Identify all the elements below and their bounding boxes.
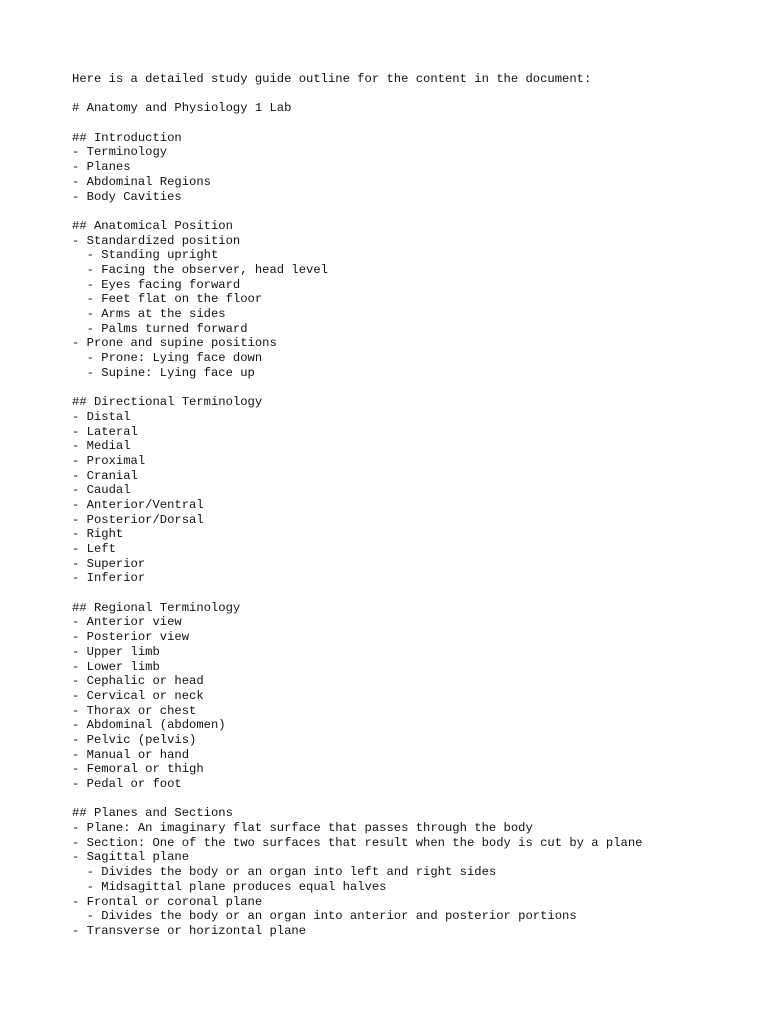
list-item: - Pelvic (pelvis) <box>72 732 197 747</box>
list-item: - Right <box>72 527 124 542</box>
sub-list-item: - Palms turned forward <box>72 321 248 336</box>
document-title: # Anatomy and Physiology 1 Lab <box>72 101 292 116</box>
sub-list-item: - Standing upright <box>72 248 219 263</box>
list-item: - Standardized position <box>72 233 241 248</box>
list-item: - Abdominal (abdomen) <box>72 718 226 733</box>
list-item: - Transverse or horizontal plane <box>72 923 307 938</box>
list-item: - Anterior view <box>72 615 182 630</box>
list-item: - Planes <box>72 160 131 175</box>
list-item: - Cephalic or head <box>72 674 204 689</box>
list-item: - Femoral or thigh <box>72 762 204 777</box>
blank-line <box>72 380 752 395</box>
section-heading: ## Anatomical Position <box>72 218 233 233</box>
list-item: - Sagittal plane <box>72 850 190 865</box>
document-body <box>72 72 752 939</box>
list-item: - Lateral <box>72 424 138 439</box>
sub-list-item: - Divides the body or an organ into left and right sides <box>72 865 497 880</box>
list-item: - Upper limb <box>72 644 160 659</box>
sub-list-item: - Divides the body or an organ into anterior and posterior portions <box>72 909 577 924</box>
section-heading: ## Introduction <box>72 130 182 145</box>
blank-line <box>72 204 752 219</box>
sub-list-item: - Prone: Lying face down <box>72 351 263 366</box>
list-item: - Body Cavities <box>72 189 182 204</box>
list-item: - Distal <box>72 409 131 424</box>
section-heading: ## Directional Terminology <box>72 395 263 410</box>
blank-line <box>72 792 752 807</box>
list-item: - Anterior/Ventral <box>72 497 204 512</box>
list-item: - Plane: An imaginary flat surface that passes through the body <box>72 821 533 836</box>
list-item: - Superior <box>72 556 146 571</box>
list-item: - Posterior/Dorsal <box>72 512 204 527</box>
blank-line <box>72 116 752 131</box>
list-item: - Manual or hand <box>72 747 190 762</box>
intro-line: Here is a detailed study guide outline for the content in the document: <box>72 72 592 86</box>
sub-list-item: - Midsagittal plane produces equal halves <box>72 879 387 894</box>
sub-list-item: - Facing the observer, head level <box>72 262 328 277</box>
sub-list-item: - Eyes facing forward <box>72 277 241 292</box>
list-item: - Pedal or foot <box>72 777 182 791</box>
list-item: - Inferior <box>72 571 146 586</box>
list-item: - Left <box>72 542 116 556</box>
list-item: - Terminology <box>72 145 168 160</box>
list-item: - Abdominal Regions <box>72 174 211 189</box>
list-item: - Prone and supine positions <box>72 336 277 351</box>
list-item: - Section: One of the two surfaces that result when the body is cut by a plane <box>72 835 643 850</box>
list-item: - Cranial <box>72 468 138 483</box>
list-item: - Proximal <box>72 453 146 468</box>
list-item: - Cervical or neck <box>72 688 204 703</box>
list-item: - Thorax or chest <box>72 703 197 718</box>
sub-list-item: - Arms at the sides <box>72 307 226 321</box>
list-item: - Frontal or coronal plane <box>72 894 263 909</box>
section-heading: ## Planes and Sections <box>72 806 233 821</box>
list-item: - Medial <box>72 439 131 454</box>
section-heading: ## Regional Terminology <box>72 600 241 615</box>
blank-line <box>72 87 752 102</box>
sub-list-item: - Supine: Lying face up <box>72 365 255 380</box>
sub-list-item: - Feet flat on the floor <box>72 292 263 307</box>
blank-line <box>72 586 752 601</box>
list-item: - Posterior view <box>72 630 190 645</box>
list-item: - Caudal <box>72 483 131 498</box>
list-item: - Lower limb <box>72 659 160 674</box>
